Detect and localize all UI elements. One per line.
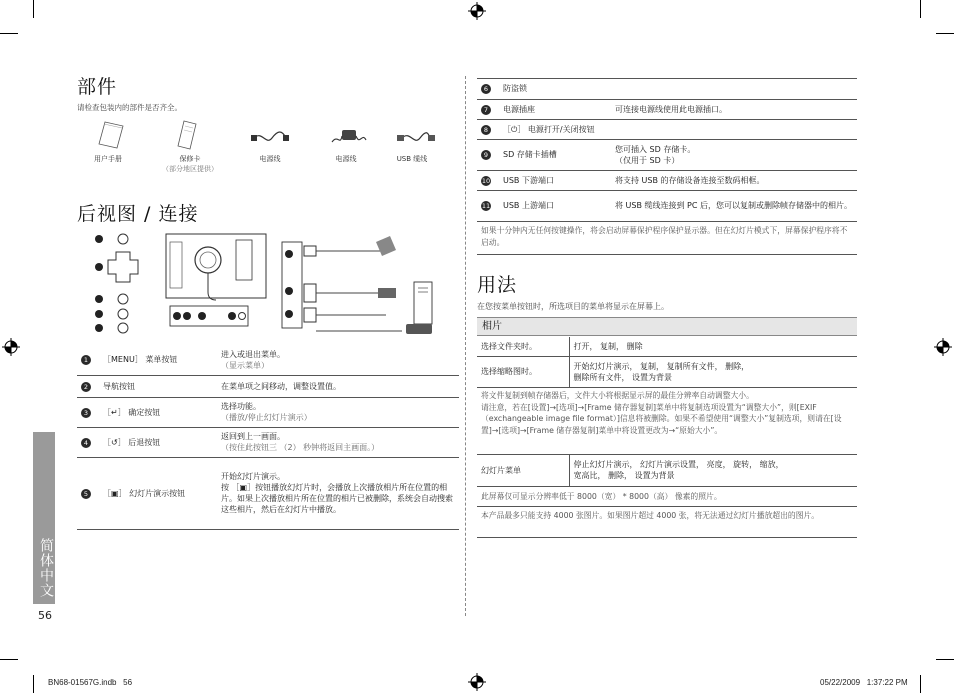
number-badge: 8 bbox=[481, 125, 491, 135]
menu-context: 幻灯片菜单 bbox=[477, 455, 569, 486]
registration-mark-icon bbox=[934, 338, 952, 356]
port-name: USB 下游端口 bbox=[499, 170, 611, 190]
photo-section-header: 相片 bbox=[477, 317, 857, 336]
language-side-label: 简体中文 bbox=[38, 538, 54, 598]
number-badge: 4 bbox=[81, 438, 91, 448]
side-buttons-illustration bbox=[95, 234, 138, 333]
warranty-card-icon bbox=[172, 120, 204, 150]
part-label-usb-cable: USB 缆线 bbox=[396, 155, 428, 163]
usb-cable-icon bbox=[396, 128, 436, 148]
button-description: 在菜单项之间移动，调整设置值。 bbox=[217, 375, 459, 397]
table-row bbox=[477, 455, 857, 486]
power-cable-icon bbox=[250, 128, 290, 148]
button-name: ［MENU］ 菜单按钮 bbox=[99, 345, 217, 375]
table-row bbox=[77, 397, 459, 427]
rear-view-table bbox=[77, 345, 459, 530]
usage-note: 在您按菜单按钮时，所选项目的菜单将显示在屏幕上。 bbox=[477, 302, 669, 311]
button-description: 返回到上一画面。 （按住此按钮三 （2） 秒钟将返回主画面。） bbox=[217, 427, 459, 457]
footer-file: BN68-01567G.indb 56 bbox=[48, 678, 133, 687]
table-row bbox=[477, 356, 857, 387]
rear-view-title: 后视图 / 连接 bbox=[77, 203, 199, 225]
table-row bbox=[477, 119, 857, 139]
footer-date: 05/22/2009 1:37:22 PM bbox=[820, 678, 908, 687]
part-label-warranty: 保修卡 （部分地区提供） bbox=[162, 155, 218, 173]
menu-options: 停止幻灯片演示， 幻灯片演示设置， 亮度， 旋转， 缩放， 宽高比， 删除， 设置为背景 bbox=[569, 455, 857, 486]
table-row bbox=[477, 79, 857, 99]
table-row bbox=[477, 337, 857, 356]
menu-context: 选择缩略图时。 bbox=[477, 356, 569, 387]
registration-mark-icon bbox=[468, 2, 486, 20]
port-description: 您可插入 SD 存储卡。 （仅用于 SD 卡） bbox=[611, 139, 857, 170]
menu-context: 选择文件夹时。 bbox=[477, 337, 569, 356]
parts-title: 部件 bbox=[77, 76, 118, 98]
menu-options: 打开， 复制， 删除 bbox=[569, 337, 857, 356]
button-description: 开始幻灯片演示。 按 ［▣］按钮播放幻灯片时，会播放上次播放相片所在位置的相片。如果上次播放相片所在位置的相片已被删除，系统会自动搜索这些相片，然后在幻灯片中播放。 bbox=[217, 457, 459, 529]
copy-note: 将文件复制到帧存储器后，文件大小将根据显示屏的最佳分辨率自动调整大小。 请注意，若在[设置]→[选项]→[Frame 储存器复制]菜单中将复制选项设置为“调整大小”，则[EXIF（exchangeable image file format）]信息将被删除。如果不希望使用“调整大小”复制选项，则请在[设置]→[选项]→[Frame 储存器复制]菜单中将设置更改为→“原始大小”。 bbox=[481, 391, 842, 435]
parts-note: 请检查包装内的部件是否齐全。 bbox=[77, 103, 182, 112]
button-description: 选择功能。 （播放/停止幻灯片演示） bbox=[217, 397, 459, 427]
number-badge: 2 bbox=[81, 382, 91, 392]
number-badge: 9 bbox=[481, 150, 491, 160]
number-badge: 1 bbox=[81, 355, 91, 365]
port-description bbox=[611, 79, 857, 99]
part-label-power-cable: 电源线 bbox=[259, 155, 281, 163]
port-description: 将支持 USB 的存储设备连接至数码相框。 bbox=[611, 170, 857, 190]
power-adapter-icon bbox=[328, 124, 368, 150]
table-row bbox=[477, 190, 857, 221]
port-description: 可连接电源线使用此电源插口。 bbox=[611, 99, 857, 119]
port-name: 防盗锁 bbox=[499, 79, 611, 99]
rear-view-diagram bbox=[90, 228, 445, 340]
button-name: ［↵］ 确定按钮 bbox=[99, 397, 217, 427]
table-row bbox=[77, 457, 459, 529]
table-row bbox=[477, 170, 857, 190]
slideshow-menu-table bbox=[477, 455, 857, 487]
manual-icon bbox=[95, 120, 127, 150]
page-number: 56 bbox=[38, 609, 52, 622]
button-name: ［▣］ 幻灯片演示按钮 bbox=[99, 457, 217, 529]
menu-options: 开始幻灯片演示， 复制， 复制所有文件， 删除， 删除所有文件， 设置为背景 bbox=[569, 356, 857, 387]
photo-menu-table bbox=[477, 337, 857, 388]
part-label-manual: 用户手册 bbox=[94, 155, 122, 163]
table-row bbox=[77, 427, 459, 457]
table-row bbox=[477, 139, 857, 170]
registration-mark-icon bbox=[2, 338, 20, 356]
port-name: 电源插座 bbox=[499, 99, 611, 119]
registration-mark-icon bbox=[468, 673, 486, 691]
number-badge: 7 bbox=[481, 105, 491, 115]
number-badge: 11 bbox=[481, 202, 491, 210]
number-badge: 3 bbox=[81, 408, 91, 418]
button-description: 进入或退出菜单。 （显示菜单） bbox=[217, 345, 459, 375]
ports-table bbox=[477, 79, 857, 222]
limit-note: 本产品最多只能支持 4000 张图片。如果图片超过 4000 张，将无法通过幻灯片播放超出的图片。 bbox=[481, 511, 820, 520]
column-divider bbox=[465, 76, 466, 616]
usage-title: 用法 bbox=[477, 274, 518, 296]
resolution-note: 此屏幕仅可显示分辨率低于 8000（宽） * 8000（高） 像素的照片。 bbox=[481, 492, 722, 501]
port-name: SD 存储卡插槽 bbox=[499, 139, 611, 170]
table-row bbox=[77, 345, 459, 375]
button-name: ［↺］ 后退按钮 bbox=[99, 427, 217, 457]
port-name: ［⏻］ 电源打开/关闭按钮 bbox=[499, 119, 857, 139]
button-name: 导航按钮 bbox=[99, 375, 217, 397]
port-name: USB 上游端口 bbox=[499, 190, 611, 221]
table-row bbox=[477, 99, 857, 119]
number-badge: 10 bbox=[481, 176, 491, 185]
number-badge: 6 bbox=[481, 84, 491, 94]
number-badge: 5 bbox=[81, 489, 91, 499]
table-row bbox=[77, 375, 459, 397]
screensaver-note: 如果十分钟内无任何按键操作，将会启动屏幕保护程序保护显示器。但在幻灯片模式下，屏幕保护程序将不启动。 bbox=[481, 226, 848, 247]
part-label-power-adapter: 电源线 bbox=[335, 155, 357, 163]
port-description: 将 USB 缆线连接到 PC 后，您可以复制或删除帧存储器中的相片。 bbox=[611, 190, 857, 221]
